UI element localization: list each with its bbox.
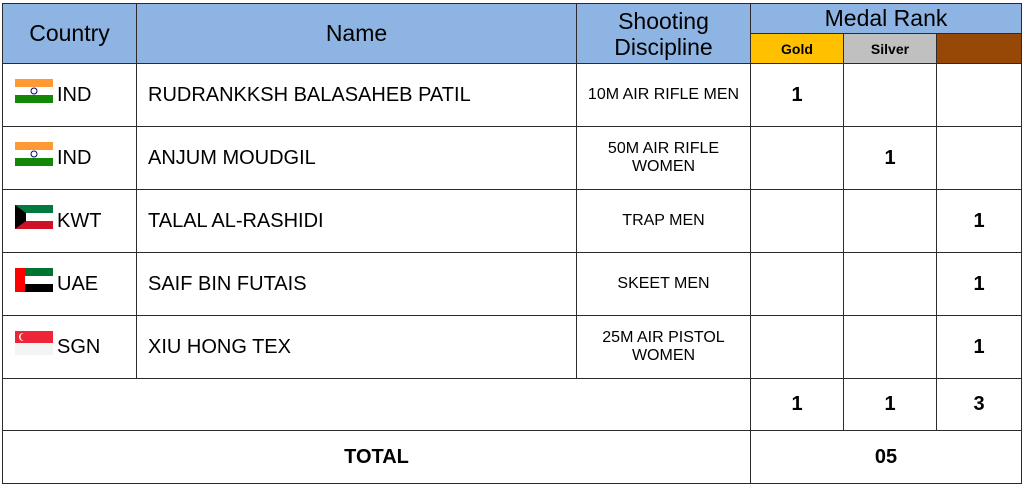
uae-flag-icon: [15, 268, 53, 292]
table-row: [3, 190, 1022, 253]
total-label: TOTAL: [3, 431, 751, 484]
medal-table: [2, 3, 1022, 484]
medal-rank-header: Medal Rank: [751, 4, 1022, 34]
table-row: [3, 316, 1022, 379]
gold-cell: 1: [751, 64, 844, 127]
athlete-name: XIU HONG TEX: [137, 316, 577, 379]
bronze-sum: 3: [937, 379, 1022, 431]
country-cell: [3, 190, 137, 253]
total-value: 05: [751, 431, 1022, 484]
country-header: Country: [3, 4, 137, 64]
bronze-cell: [937, 64, 1022, 127]
bronze-cell: 1: [937, 316, 1022, 379]
sums-blank-cell: [3, 379, 751, 431]
bronze-cell: 1: [937, 190, 1022, 253]
sums-row: [3, 379, 1022, 431]
silver-cell: 1: [844, 127, 937, 190]
discipline-header: Shooting Discipline: [577, 4, 751, 64]
discipline-cell: 25M AIR PISTOL WOMEN: [577, 316, 751, 379]
total-row: [3, 431, 1022, 484]
athlete-name: ANJUM MOUDGIL: [137, 127, 577, 190]
gold-cell: [751, 253, 844, 316]
athlete-name: RUDRANKKSH BALASAHEB PATIL: [137, 64, 577, 127]
india-flag-icon: [15, 142, 53, 166]
silver-sum: 1: [844, 379, 937, 431]
country-code: IND: [57, 147, 92, 169]
discipline-cell: SKEET MEN: [577, 253, 751, 316]
country-cell: [3, 316, 137, 379]
country-code: UAE: [57, 273, 99, 295]
country-code: KWT: [57, 210, 102, 232]
bronze-cell: [937, 127, 1022, 190]
gold-cell: [751, 127, 844, 190]
gold-cell: [751, 190, 844, 253]
silver-cell: [844, 190, 937, 253]
table-row: [3, 253, 1022, 316]
athlete-name: SAIF BIN FUTAIS: [137, 253, 577, 316]
discipline-cell: TRAP MEN: [577, 190, 751, 253]
table-row: [3, 64, 1022, 127]
india-flag-icon: [15, 79, 53, 103]
country-cell: [3, 64, 137, 127]
discipline-cell: 10M AIR RIFLE MEN: [577, 64, 751, 127]
table-row: [3, 127, 1022, 190]
gold-cell: [751, 316, 844, 379]
country-code: IND: [57, 84, 92, 106]
country-cell: [3, 253, 137, 316]
kuwait-flag-icon: [15, 205, 53, 229]
athlete-name: TALAL AL-RASHIDI: [137, 190, 577, 253]
silver-cell: [844, 253, 937, 316]
singapore-flag-icon: [15, 331, 53, 355]
country-code: SGN: [57, 336, 101, 358]
country-cell: [3, 127, 137, 190]
silver-header: Silver: [844, 34, 937, 64]
bronze-header: [937, 34, 1022, 64]
name-header: Name: [137, 4, 577, 64]
gold-header: Gold: [751, 34, 844, 64]
silver-cell: [844, 64, 937, 127]
silver-cell: [844, 316, 937, 379]
bronze-cell: 1: [937, 253, 1022, 316]
discipline-cell: 50M AIR RIFLE WOMEN: [577, 127, 751, 190]
gold-sum: 1: [751, 379, 844, 431]
